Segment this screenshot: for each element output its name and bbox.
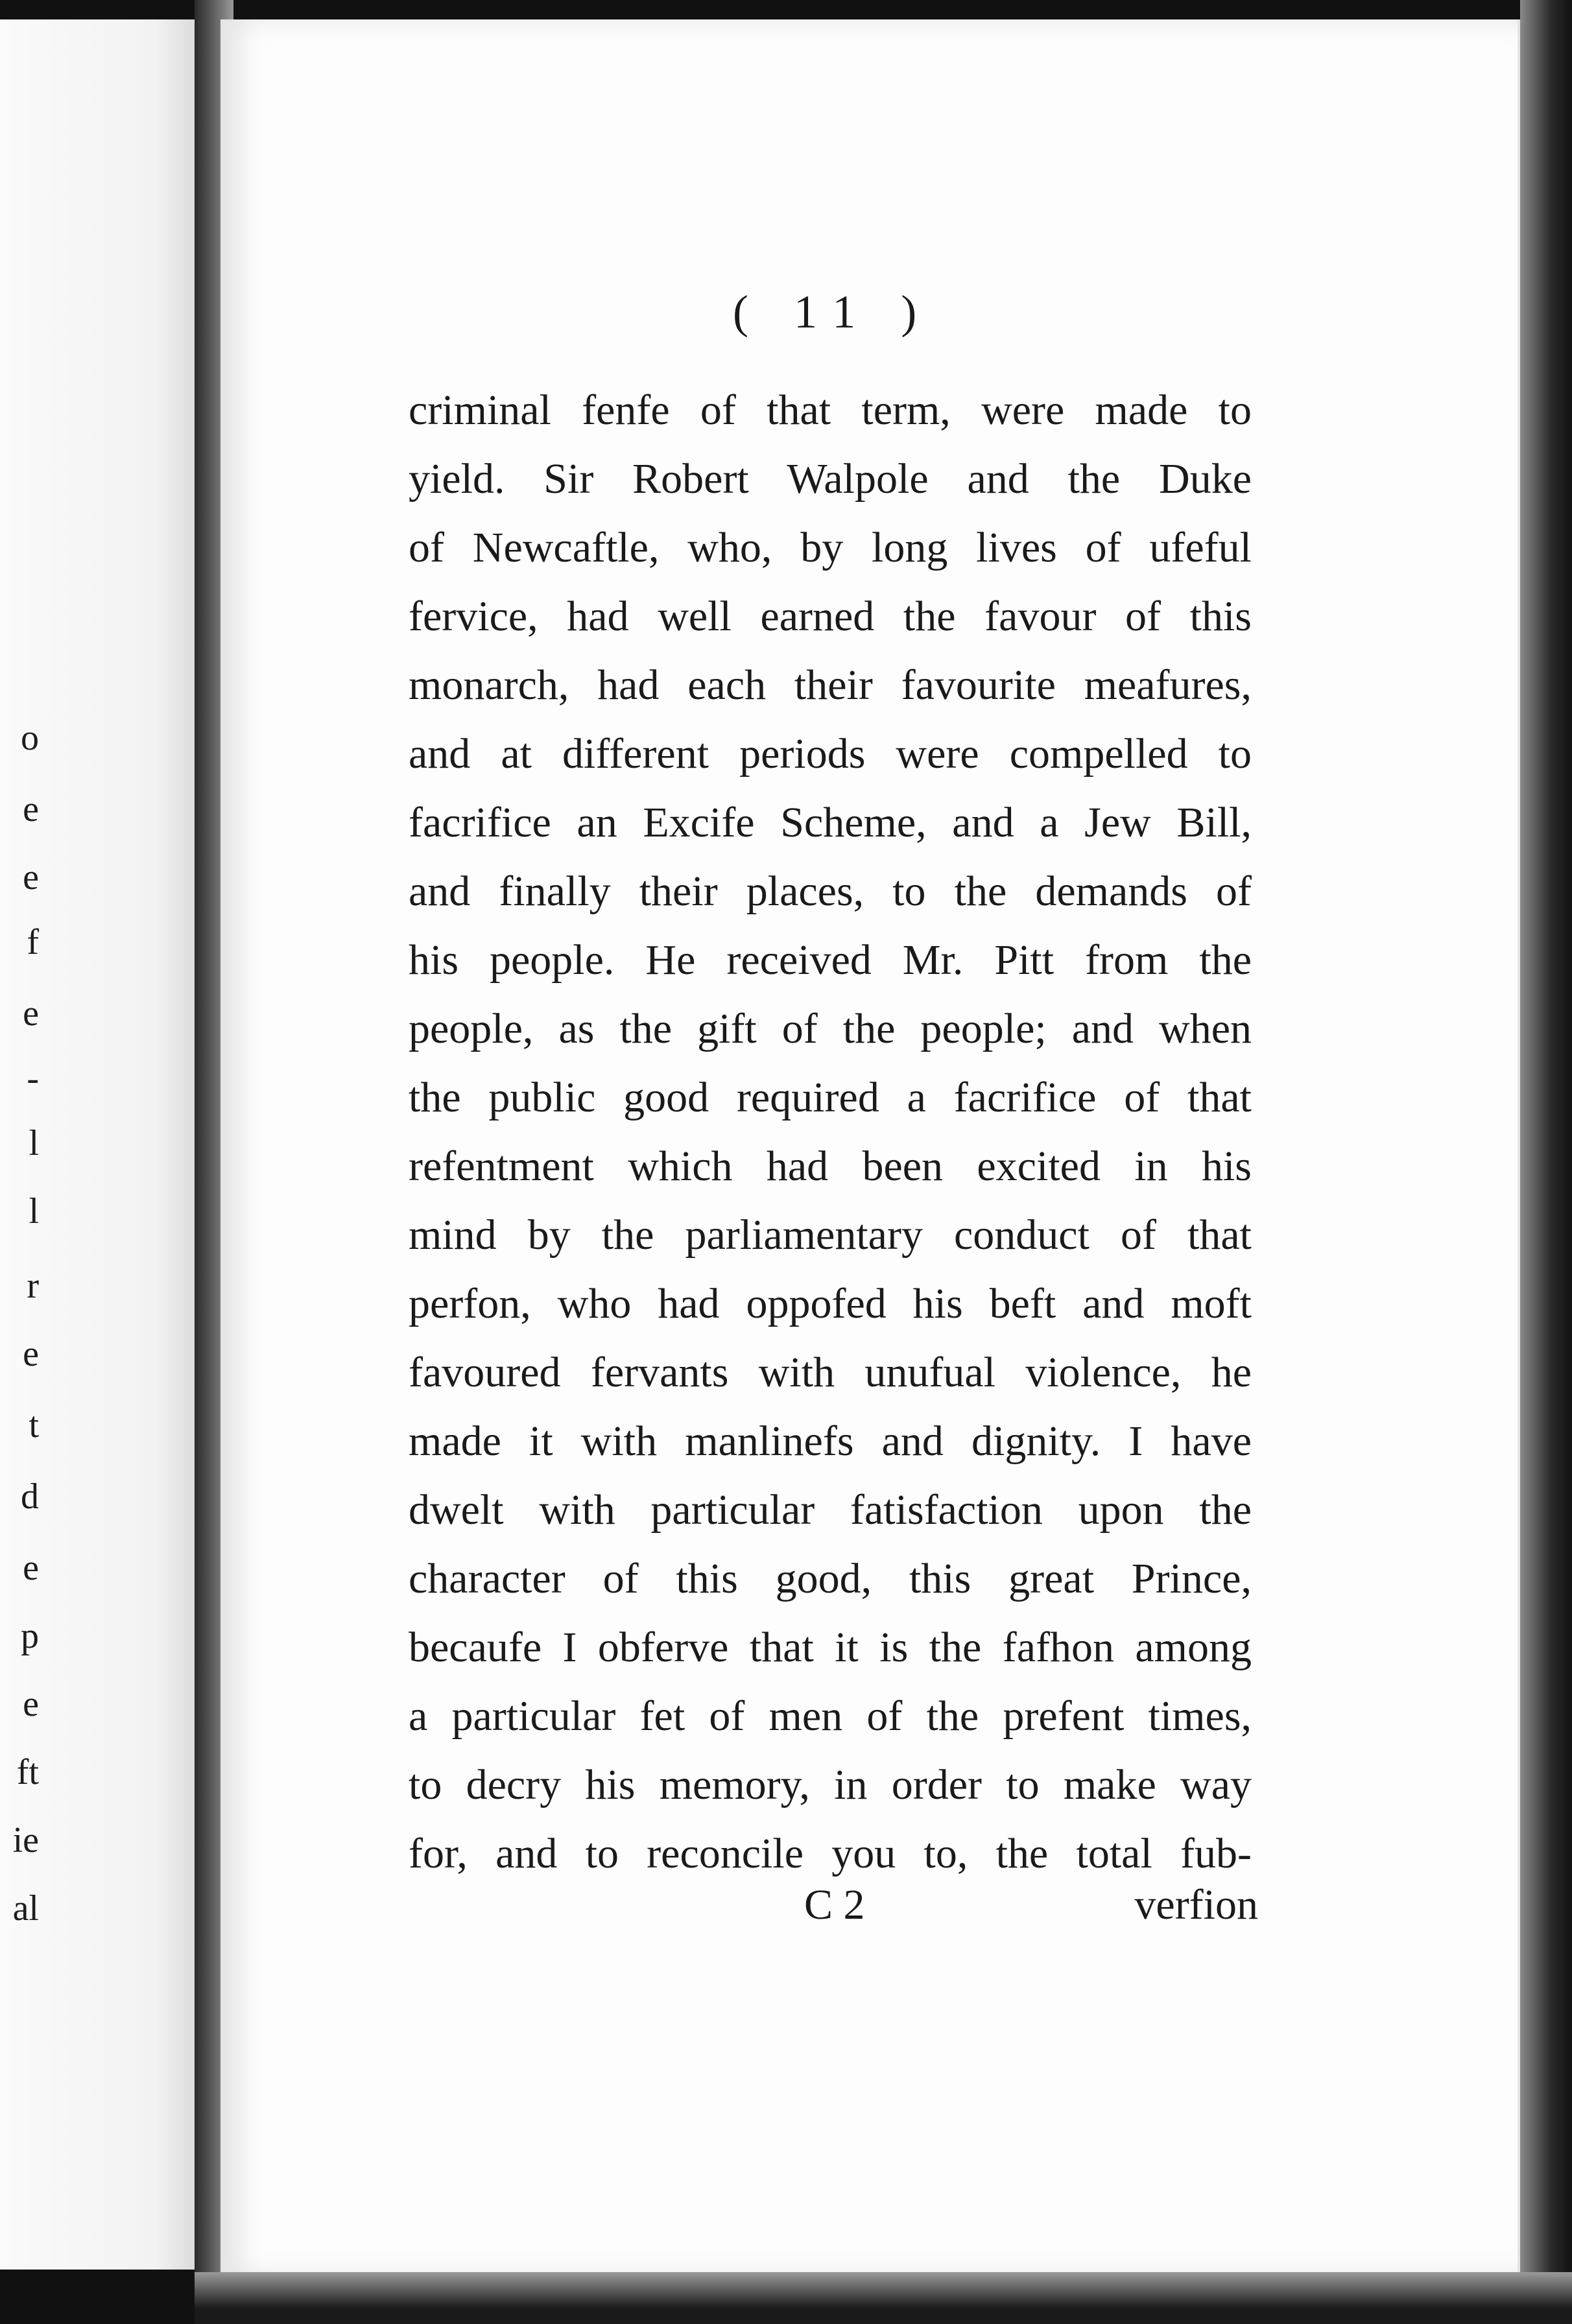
text-line: people, as the gift of the people; and when <box>409 1005 1252 1052</box>
body-text <box>409 376 1252 1888</box>
page-fore-edge <box>1520 0 1572 2324</box>
text-line: to decry his memory, in order to make way <box>409 1761 1252 1808</box>
text-line: the public good required a facrifice of that <box>409 1074 1252 1121</box>
text-line: becaufe I obferve that it is the fafhon among <box>409 1624 1252 1671</box>
page-number: ( 11 ) <box>733 286 934 338</box>
text-line: perfon, who had oppofed his beft and moft <box>409 1280 1252 1327</box>
text-line: for, and to reconcile you to, the total fub- <box>409 1830 1252 1877</box>
text-line: and at different periods were compelled to <box>409 730 1252 777</box>
left-margin-letter: l <box>29 1191 39 1231</box>
left-margin-letter: ft <box>16 1752 39 1792</box>
left-margin-letter: t <box>29 1405 39 1445</box>
text-line: a particular fet of men of the prefent times, <box>409 1692 1252 1740</box>
text-line: mind by the parliamentary conduct of that <box>409 1211 1252 1259</box>
text-line: refentment which had been excited in his <box>409 1143 1252 1190</box>
left-margin-letter: - <box>27 1058 39 1098</box>
left-margin-letter: e <box>23 857 39 897</box>
text-line: his people. He received Mr. Pitt from the <box>409 936 1252 984</box>
page-footer <box>409 1880 1258 1945</box>
left-margin-letter: e <box>23 1684 39 1724</box>
text-line: of Newcaftle, who, by long lives of ufeful <box>409 524 1252 571</box>
left-margin-letter: e <box>23 1548 39 1588</box>
left-margin-letter: al <box>12 1888 39 1928</box>
left-margin-letter: ie <box>12 1820 39 1860</box>
text-line: made it with manlinefs and dignity. I have <box>409 1417 1252 1465</box>
text-line: monarch, had each their favourite meafures, <box>409 661 1252 709</box>
text-line: facrifice an Excife Scheme, and a Jew Bill, <box>409 799 1252 846</box>
left-margin-letter: p <box>21 1616 39 1656</box>
left-margin-letter: l <box>29 1123 39 1163</box>
text-line: fervice, had well earned the favour of this <box>409 593 1252 640</box>
left-margin-letter: e <box>23 993 39 1034</box>
left-margin-letter: e <box>23 789 39 829</box>
catchword: verfion <box>1134 1881 1258 1928</box>
left-margin-letter: o <box>21 718 39 758</box>
left-margin-letter: d <box>21 1476 39 1517</box>
left-margin-letter: r <box>27 1266 39 1306</box>
page-bottom-edge <box>195 2272 1572 2324</box>
text-line: character of this good, this great Prince, <box>409 1555 1252 1602</box>
text-line: and finally their places, to the demands of <box>409 868 1252 915</box>
left-margin-letter: f <box>27 922 39 962</box>
text-line: yield. Sir Robert Walpole and the Duke <box>409 455 1252 503</box>
left-margin-letter: e <box>23 1334 39 1374</box>
previous-page-edge <box>0 19 195 2270</box>
text-line: favoured fervants with unufual violence, he <box>409 1349 1252 1396</box>
signature-mark: C 2 <box>804 1881 865 1928</box>
text-line: dwelt with particular fatisfaction upon the <box>409 1486 1252 1534</box>
text-line: criminal fenfe of that term, were made to <box>409 386 1252 434</box>
